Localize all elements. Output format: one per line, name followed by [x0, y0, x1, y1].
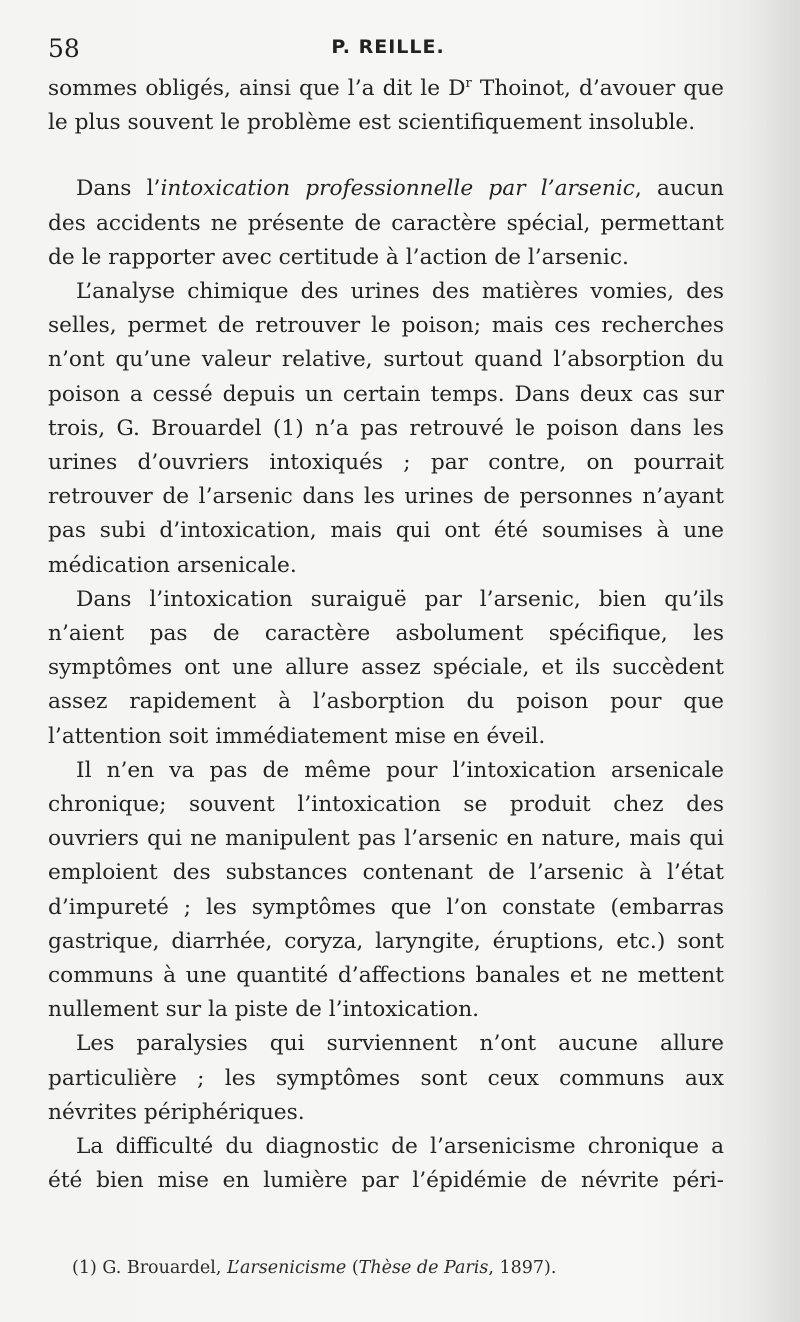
- paragraph-7: La difficulté du diagnostic de l’arsenicisme chronique a été bien mise en lumière par l’épidémie de névrite péri-: [48, 1134, 724, 1194]
- page-number: 58: [48, 34, 80, 63]
- footnote: [72, 1255, 732, 1281]
- footnote-close: , 1897).: [488, 1258, 557, 1278]
- paragraph-2-start: Dans l’: [76, 176, 161, 202]
- footnote-open: (: [346, 1258, 359, 1278]
- paragraph-5: Il n’en va pas de même pour l’intoxication arsenicale chronique; souvent l’intoxication se produit chez des ouvriers qui ne manipulent pas l’arsenic en nature, mais qui emploient des substances contenant de l’arsenic à l’état d’impureté ; les symptômes que l’on constate (embarras gastrique, diarrhée, coryza, laryngite, éruptions, etc.) sont communs à une quantité d’affections banales et ne mettent nullement sur la piste de l’intoxication.: [48, 757, 724, 1023]
- paragraph-4: Dans l’intoxication suraiguë par l’arsenic, bien qu’ils n’aient pas de caractère asbolument spécifique, les symptômes ont une allure assez spéciale, et ils succèdent assez rapidement à l’asborption du poison pour que l’attention soit immédiatement mise en éveil.: [48, 586, 724, 749]
- footnote-source: Thèse de Paris: [358, 1258, 489, 1278]
- page-header: [48, 30, 728, 64]
- footnote-title: L’arsenicisme: [226, 1258, 347, 1278]
- running-head: P. REILLE.: [331, 36, 445, 58]
- paragraph-2-italic: intoxication professionnelle par l’arsenic: [160, 176, 635, 202]
- paragraph-6: Les paralysies qui surviennent n’ont aucune allure particulière ; les symptômes sont ceux communs aux névrites périphériques.: [48, 1031, 724, 1125]
- paragraph-2-end: , aucun des accidents ne présente de caractère spécial, permettant de le rapporter avec certitude à l’action de l’arsenic.: [48, 176, 725, 270]
- footnote-ref: (1) G. Brouardel,: [72, 1258, 227, 1278]
- paragraph-3: L’analyse chimique des urines des matières vomies, des selles, permet de retrouver le poison; mais ces recherches n’ont qu’une valeur relative, surtout quand l’absorption du poison a cessé depuis un certain temps. Dans deux cas sur trois, G. Brouardel (1) n’a pas retrouvé le poison dans les urines d’ouvriers intoxiqués ; par contre, on pourrait retrouver de l’arsenic dans les urines de personnes n’ayant pas subi d’intoxication, mais qui ont été soumises à une médication arsenicale.: [48, 279, 724, 578]
- body-text: [48, 72, 724, 1199]
- paragraph-2: [48, 172, 724, 275]
- paragraph-1: sommes obligés, ainsi que l’a dit le $D^r$ Thoinot, d’avouer que le plus souvent le problème est scientifiquement insoluble.: [48, 76, 724, 136]
